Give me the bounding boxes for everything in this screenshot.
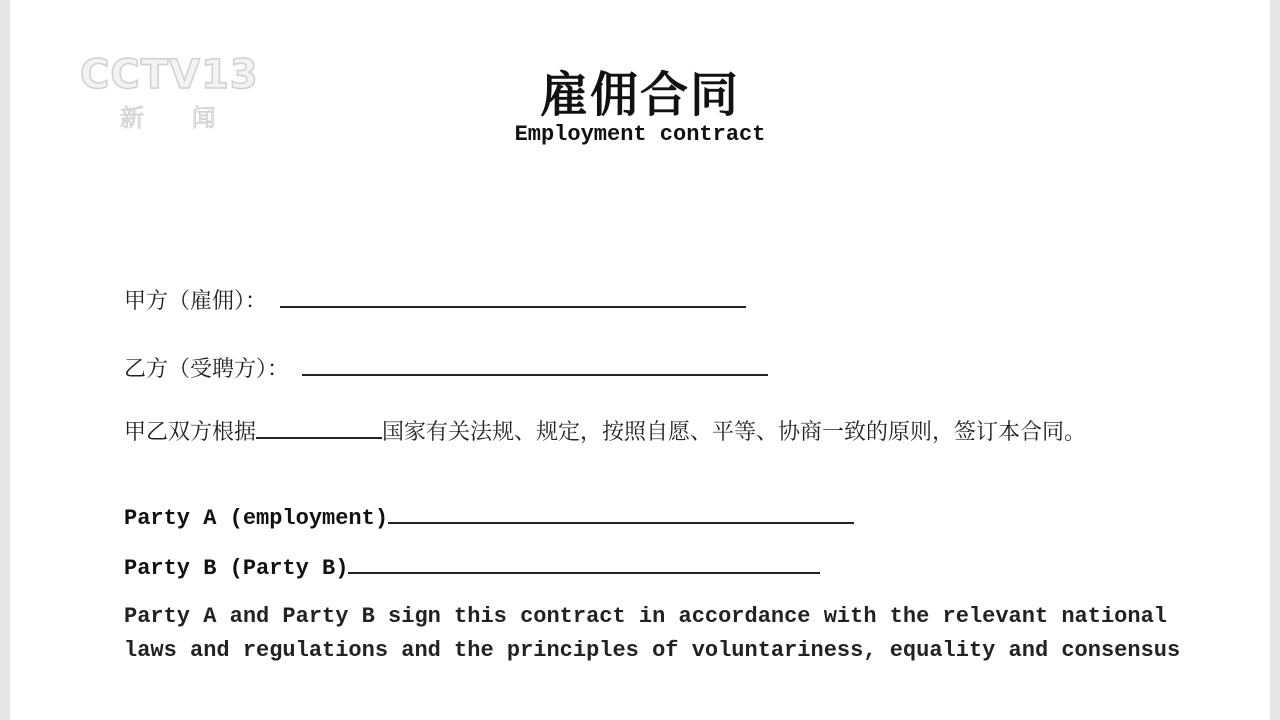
party-a-en-blank[interactable] <box>388 504 854 524</box>
party-a-cn-line <box>124 284 746 315</box>
party-b-en-line <box>124 554 820 581</box>
logo-channel: 新 闻 <box>120 104 236 132</box>
party-b-cn-line <box>124 352 768 383</box>
party-a-en-label: Party A (employment) <box>124 506 389 531</box>
party-b-cn-label: 乙方（受聘方）： <box>124 357 290 382</box>
party-b-cn-blank[interactable] <box>302 356 768 376</box>
logo-brand: CCTV13 <box>80 52 259 98</box>
contract-title-english: Employment contract <box>514 122 766 147</box>
clause-cn-start: 甲乙双方根据 <box>124 420 257 445</box>
party-a-cn-blank[interactable] <box>280 288 746 308</box>
contract-title-chinese: 雇佣合同 <box>539 67 740 123</box>
party-a-cn-label: 甲方（雇佣）： <box>124 289 268 314</box>
clause-english: Party A and Party B sign this contract in accordance with the relevant national laws and regulations and the principles of voluntariness, equality and consensus <box>124 604 1181 663</box>
party-a-en-line <box>124 504 854 531</box>
party-b-en-label: Party B (Party B) <box>124 556 349 581</box>
clause-cn-rest: 国家有关法规、规定，按照自愿、平等、协商一致的原则，签订本合同。 <box>382 420 1087 445</box>
clause-cn-blank[interactable] <box>256 419 382 439</box>
clause-chinese <box>124 416 1184 450</box>
party-b-en-blank[interactable] <box>348 554 820 574</box>
